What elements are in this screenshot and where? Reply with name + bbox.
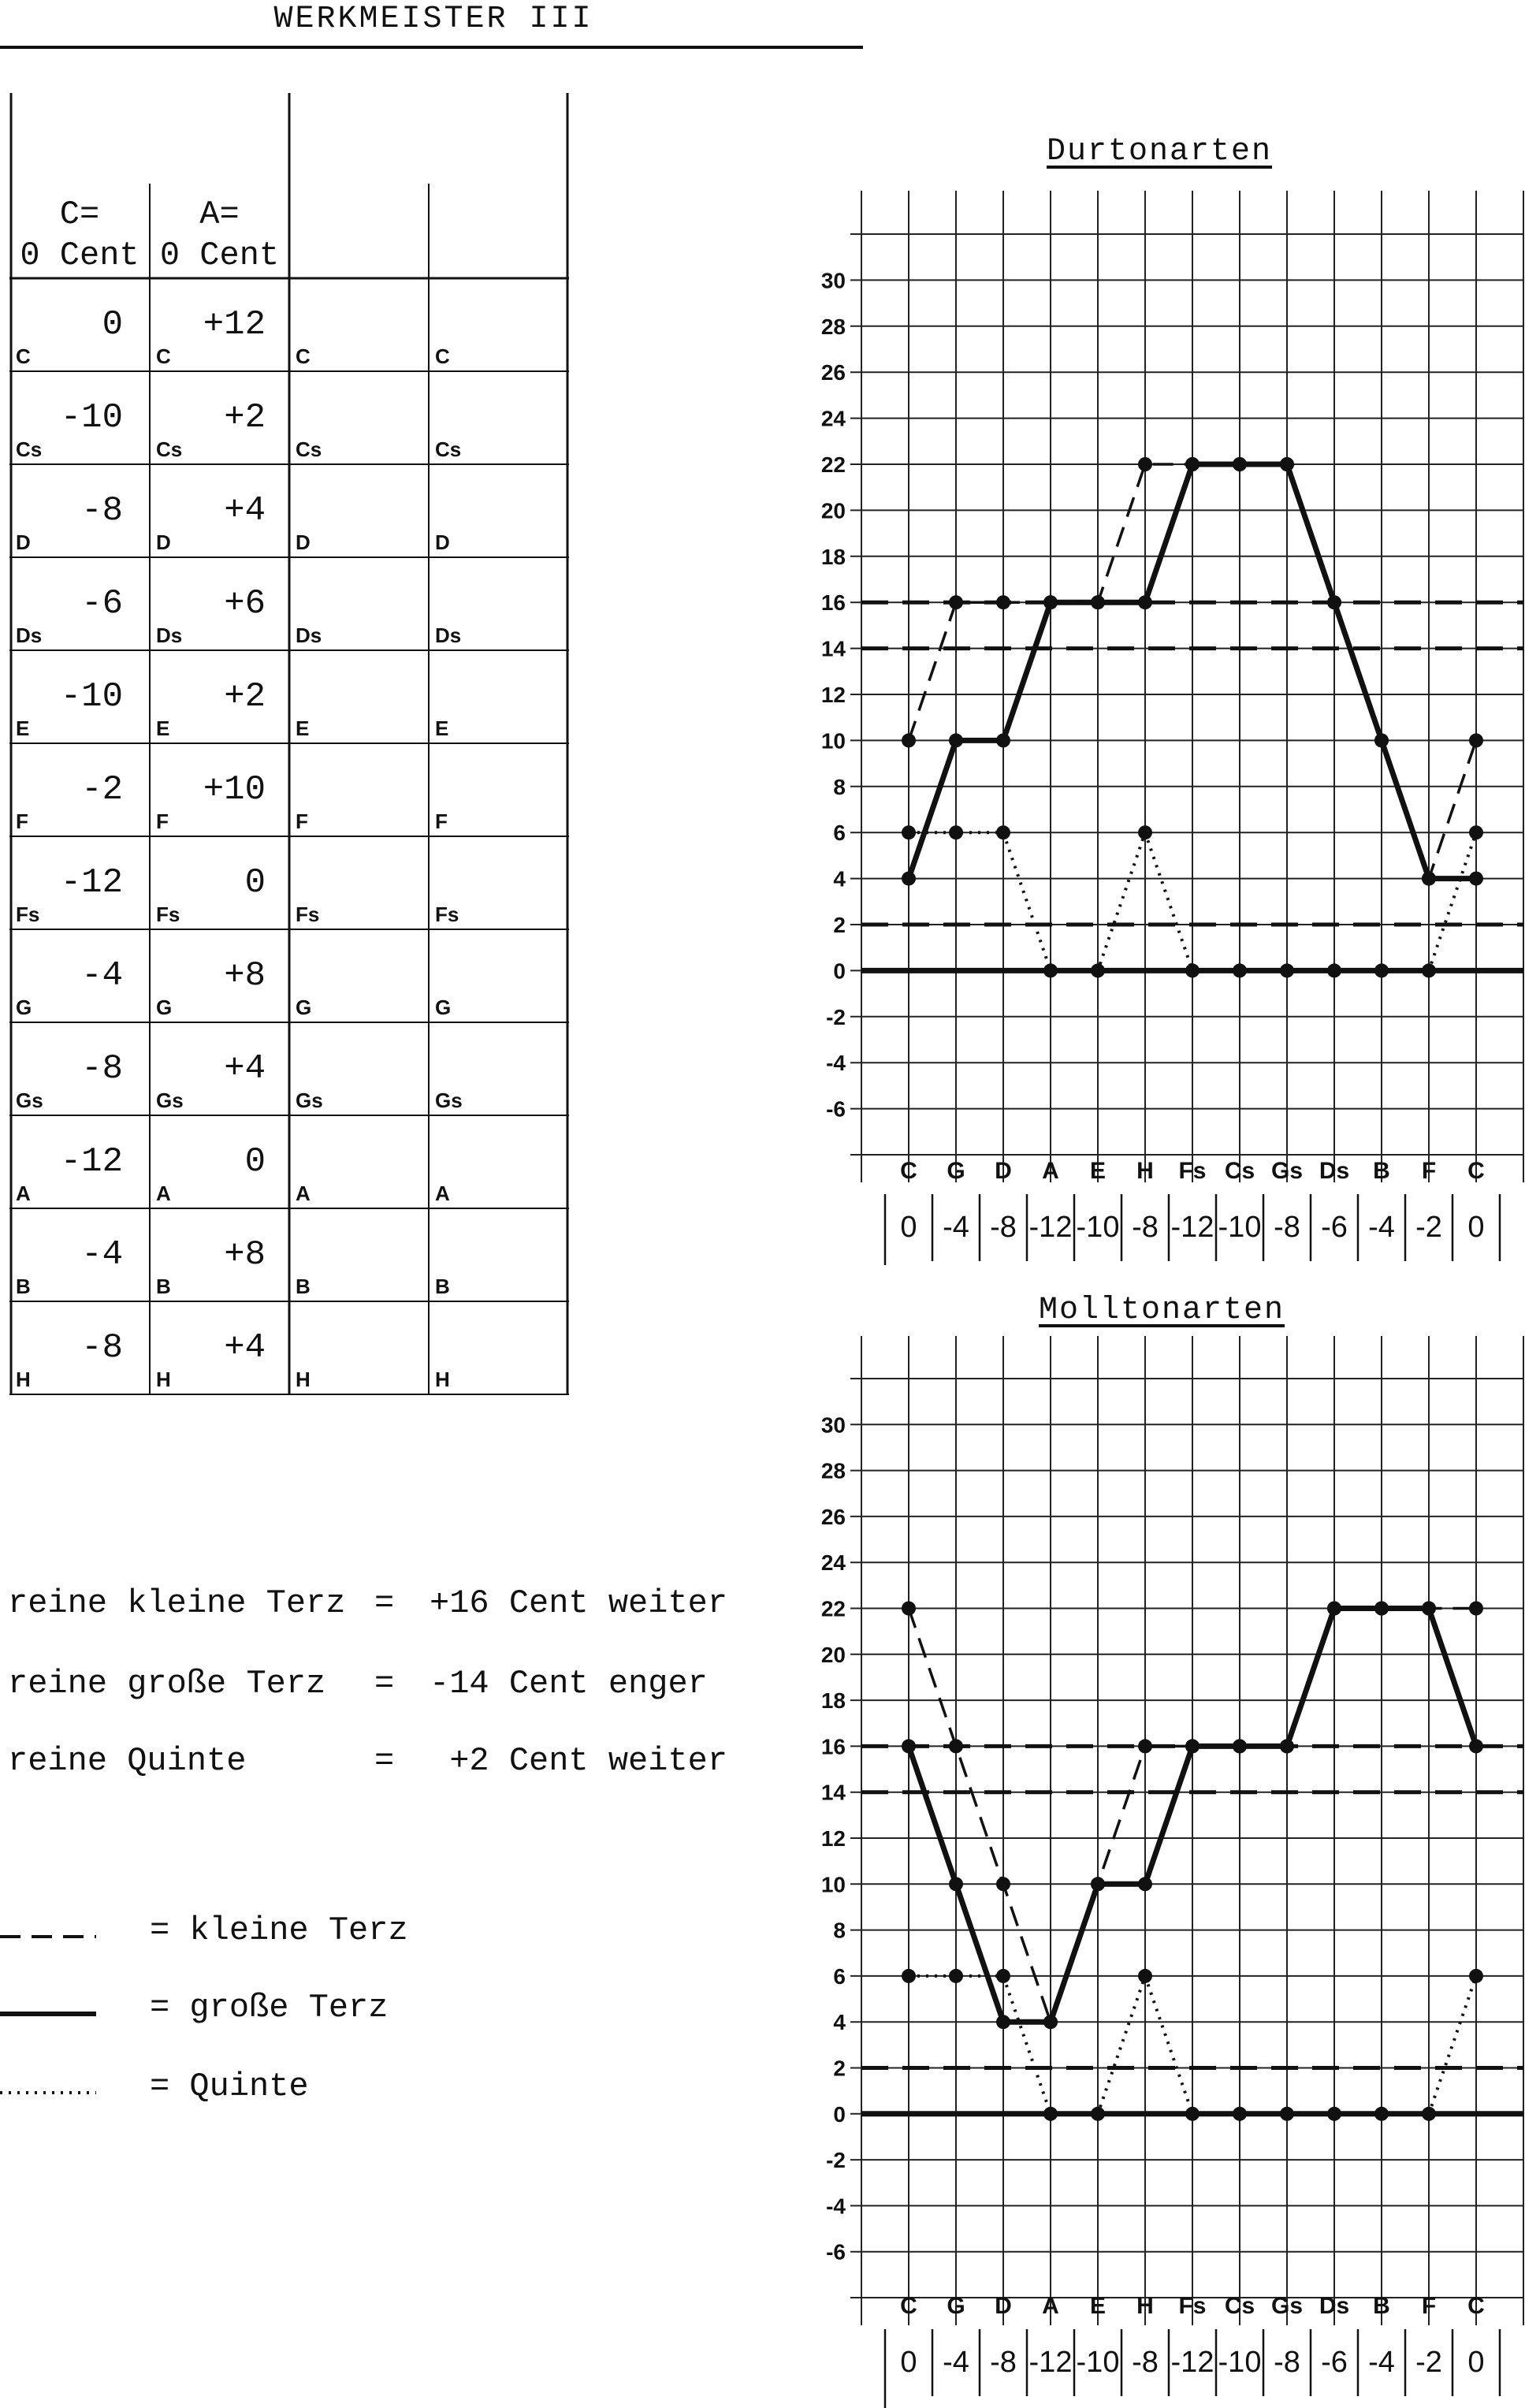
y-tick-label: 18 xyxy=(820,544,846,569)
y-tick-label: 12 xyxy=(820,1826,846,1851)
chart-grid xyxy=(850,191,1523,1182)
deviation-value: -6 xyxy=(1321,2346,1348,2379)
deviation-value: -10 xyxy=(1076,2346,1120,2379)
page-title: WERKMEISTER III xyxy=(273,2,593,37)
interval-fact-eq: = xyxy=(374,1665,395,1703)
y-tick-label: 28 xyxy=(820,1458,846,1483)
table-header-line2: 0 Cent xyxy=(159,236,280,274)
data-point xyxy=(949,1969,963,1983)
data-point xyxy=(1327,963,1341,977)
key-sample-dotted xyxy=(0,2085,102,2101)
x-category-label: H xyxy=(1136,1158,1154,1184)
x-category-label: D xyxy=(995,2293,1012,2319)
data-point xyxy=(1233,2107,1247,2121)
y-tick-label: -6 xyxy=(826,1096,846,1122)
key-label: = Quinte xyxy=(150,2067,309,2105)
table-note-label: B xyxy=(16,1275,31,1298)
data-point xyxy=(1422,2107,1436,2121)
deviation-value: -4 xyxy=(1368,1211,1395,1244)
table-value-c0: -8 xyxy=(81,491,123,530)
table-note-label: Ds xyxy=(156,623,183,647)
table-note-label: D xyxy=(296,530,311,554)
x-category-label: D xyxy=(995,1158,1012,1184)
data-point xyxy=(1138,825,1152,839)
y-tick-label: 6 xyxy=(833,1963,846,1989)
durtonarten-chart xyxy=(780,177,1525,1265)
x-category-label: E xyxy=(1089,2293,1107,2319)
table-note-label: A xyxy=(435,1182,450,1205)
y-tick-label: 20 xyxy=(820,498,846,523)
data-point xyxy=(1280,457,1294,471)
y-tick-label: 16 xyxy=(820,1734,846,1759)
table-value-c0: -10 xyxy=(60,398,123,437)
data-point xyxy=(1138,595,1152,609)
table-note-label: G xyxy=(296,996,312,1019)
data-point xyxy=(1327,1602,1341,1616)
data-point xyxy=(902,1602,916,1616)
y-tick-label: 16 xyxy=(820,590,846,616)
data-point xyxy=(902,1969,916,1983)
deviation-value: -10 xyxy=(1218,1211,1262,1244)
deviation-value: -6 xyxy=(1321,1211,1348,1244)
data-point xyxy=(1469,872,1483,886)
y-tick-label: 4 xyxy=(833,866,846,891)
cents-table xyxy=(9,93,577,1401)
x-category-label: Gs xyxy=(1270,1158,1304,1184)
chart-grid xyxy=(850,1336,1523,2325)
data-point xyxy=(996,595,1010,609)
table-note-label: F xyxy=(16,809,28,833)
interval-fact-label: reine große Terz xyxy=(8,1665,326,1703)
y-tick-label: 26 xyxy=(820,1504,846,1529)
y-tick-label: -2 xyxy=(826,1004,846,1029)
y-tick-label: 10 xyxy=(820,1872,846,1897)
table-note-label: H xyxy=(296,1368,311,1391)
y-tick-label: 28 xyxy=(820,314,846,339)
table-note-label: D xyxy=(156,530,171,554)
deviation-value: -8 xyxy=(990,1211,1017,1244)
data-point xyxy=(1469,1969,1483,1983)
x-category-label: B xyxy=(1373,1158,1390,1184)
data-point xyxy=(1422,963,1436,977)
table-note-label: Cs xyxy=(16,437,43,461)
deviation-value: -4 xyxy=(943,2346,969,2379)
data-point xyxy=(1233,963,1247,977)
table-note-label: Cs xyxy=(435,437,462,461)
y-tick-label: 2 xyxy=(833,2056,846,2081)
x-category-label: Fs xyxy=(1178,2293,1207,2319)
deviation-value: -10 xyxy=(1076,1211,1120,1244)
table-note-label: C xyxy=(156,344,171,368)
deviation-value: 0 xyxy=(1467,2346,1485,2379)
table-note-label: B xyxy=(435,1275,450,1298)
x-category-label: H xyxy=(1136,2293,1154,2319)
deviation-value: -4 xyxy=(1368,2346,1395,2379)
data-point xyxy=(1374,963,1389,977)
data-point xyxy=(996,1877,1010,1891)
data-point xyxy=(949,825,963,839)
table-note-label: B xyxy=(156,1275,171,1298)
data-point xyxy=(949,733,963,747)
table-note-label: D xyxy=(16,530,31,554)
data-point xyxy=(1469,1602,1483,1616)
data-point xyxy=(902,733,916,747)
interval-fact-label: reine kleine Terz xyxy=(8,1584,346,1622)
key-label: = große Terz xyxy=(150,1989,389,2027)
data-point xyxy=(996,825,1010,839)
deviation-value: -4 xyxy=(943,1211,969,1244)
interval-fact-eq: = xyxy=(374,1584,395,1622)
table-note-label: Gs xyxy=(435,1089,463,1112)
table-value-c0: -4 xyxy=(81,956,123,996)
data-point xyxy=(996,1969,1010,1983)
x-category-label: F xyxy=(1421,2293,1437,2319)
x-category-label: Ds xyxy=(1319,1158,1350,1184)
table-note-label: Cs xyxy=(296,437,322,461)
table-note-label: Ds xyxy=(16,623,43,647)
data-point xyxy=(1043,963,1058,977)
table-value-c0: -12 xyxy=(60,1142,123,1182)
y-tick-label: 12 xyxy=(820,683,846,707)
data-point xyxy=(1327,2107,1341,2121)
x-category-label: Cs xyxy=(1224,1158,1255,1184)
y-tick-label: 8 xyxy=(833,774,846,799)
y-tick-label: 22 xyxy=(820,1596,846,1621)
table-note-label: E xyxy=(435,716,449,740)
table-value-a0: +2 xyxy=(224,677,266,716)
data-point xyxy=(949,1877,963,1891)
key-sample-dashed xyxy=(0,1929,102,1945)
x-category-label: F xyxy=(1421,1158,1437,1184)
y-tick-label: 8 xyxy=(833,1918,846,1943)
data-point xyxy=(996,733,1010,747)
table-value-a0: +2 xyxy=(224,398,266,437)
data-point xyxy=(1469,733,1483,747)
table-value-a0: +12 xyxy=(203,305,266,344)
y-tick-label: -4 xyxy=(826,2194,846,2219)
y-tick-label: 2 xyxy=(833,913,846,937)
data-point xyxy=(1043,2015,1058,2029)
table-note-label: C xyxy=(296,344,311,368)
table-note-label: H xyxy=(435,1368,450,1391)
y-tick-label: -2 xyxy=(826,2148,846,2173)
table-note-label: Ds xyxy=(435,623,462,647)
data-point xyxy=(1374,2107,1389,2121)
table-value-c0: -12 xyxy=(60,863,123,903)
x-category-label: Fs xyxy=(1178,1158,1207,1184)
table-note-label: B xyxy=(296,1275,311,1298)
table-note-label: A xyxy=(296,1182,311,1205)
data-point xyxy=(1280,2107,1294,2121)
key-label: = kleine Terz xyxy=(150,1911,408,1949)
y-tick-label: 26 xyxy=(820,360,846,385)
deviation-value: -8 xyxy=(1274,1211,1300,1244)
x-category-label: C xyxy=(1467,2293,1485,2319)
data-point xyxy=(1091,963,1105,977)
table-value-a0: +8 xyxy=(224,1235,266,1275)
table-header-line1: A= xyxy=(199,195,240,233)
deviation-value: -8 xyxy=(990,2346,1017,2379)
x-category-label: C xyxy=(900,1158,917,1184)
y-tick-label: 0 xyxy=(833,2101,846,2127)
table-note-label: Fs xyxy=(435,903,459,926)
table-note-label: G xyxy=(16,996,32,1019)
y-tick-label: 30 xyxy=(820,1412,846,1438)
deviation-value: -10 xyxy=(1218,2346,1262,2379)
x-category-label: Ds xyxy=(1319,2293,1350,2319)
table-value-a0: +4 xyxy=(224,1328,266,1368)
table-value-c0: -6 xyxy=(81,584,123,623)
table-value-a0: +6 xyxy=(224,584,266,623)
table-note-label: E xyxy=(156,716,170,740)
data-point xyxy=(1422,872,1436,886)
data-point xyxy=(1327,595,1341,609)
deviation-value: -12 xyxy=(1170,2346,1214,2379)
data-point xyxy=(1043,2107,1058,2121)
cents-table-grid xyxy=(9,93,577,1401)
y-tick-label: 24 xyxy=(820,1550,846,1576)
table-note-label: Fs xyxy=(156,903,180,926)
x-category-label: A xyxy=(1042,1158,1059,1184)
data-point xyxy=(1138,457,1152,471)
table-note-label: F xyxy=(156,809,169,833)
table-header-line1: C= xyxy=(59,195,100,233)
table-value-c0: -10 xyxy=(60,677,123,716)
table-value-c0: -8 xyxy=(81,1328,123,1368)
table-note-label: H xyxy=(156,1368,171,1391)
data-point xyxy=(1469,1739,1483,1753)
table-value-a0: 0 xyxy=(244,1142,266,1182)
data-point xyxy=(902,872,916,886)
deviation-value: -2 xyxy=(1415,1211,1442,1244)
data-point xyxy=(1233,1739,1247,1753)
table-value-c0: 0 xyxy=(102,305,123,344)
x-category-label: C xyxy=(900,2293,917,2319)
y-tick-label: 10 xyxy=(820,728,846,754)
data-point xyxy=(996,2015,1010,2029)
y-tick-label: 14 xyxy=(820,1780,846,1805)
data-point xyxy=(1185,1739,1200,1753)
table-header-line2: 0 Cent xyxy=(20,236,139,274)
data-point xyxy=(1091,1877,1105,1891)
y-tick-label: -4 xyxy=(826,1051,846,1076)
table-note-label: C xyxy=(16,344,31,368)
table-note-label: Cs xyxy=(156,437,183,461)
table-value-c0: -4 xyxy=(81,1235,123,1275)
table-note-label: D xyxy=(435,530,450,554)
deviation-value: -12 xyxy=(1028,1211,1073,1244)
deviation-value: 0 xyxy=(900,2346,917,2379)
data-point xyxy=(1091,595,1105,609)
data-point xyxy=(1185,2107,1200,2121)
interval-fact-eq: = xyxy=(374,1742,395,1780)
y-tick-label: 24 xyxy=(820,406,846,431)
y-tick-label: 0 xyxy=(833,958,846,984)
data-point xyxy=(1280,963,1294,977)
data-point xyxy=(1138,1877,1152,1891)
table-note-label: H xyxy=(16,1368,31,1391)
table-value-a0: 0 xyxy=(244,863,266,903)
data-point xyxy=(902,1739,916,1753)
table-note-label: G xyxy=(435,996,452,1019)
data-point xyxy=(1374,733,1389,747)
key-sample-solid xyxy=(0,2006,102,2022)
deviation-value: -12 xyxy=(1028,2346,1073,2379)
molltonarten-chart xyxy=(780,1336,1525,2408)
data-point xyxy=(1469,825,1483,839)
table-note-label: A xyxy=(156,1182,171,1205)
table-note-label: Fs xyxy=(16,903,40,926)
deviation-value: -12 xyxy=(1170,1211,1214,1244)
deviation-value: 0 xyxy=(1467,1211,1485,1244)
y-tick-label: 6 xyxy=(833,821,846,846)
y-tick-label: 22 xyxy=(820,452,846,477)
x-category-label: B xyxy=(1373,2293,1390,2319)
table-note-label: Gs xyxy=(156,1089,184,1112)
deviation-value: 0 xyxy=(900,1211,917,1244)
x-category-label: Gs xyxy=(1270,2293,1304,2319)
y-tick-label: 18 xyxy=(820,1688,846,1714)
table-note-label: Fs xyxy=(296,903,320,926)
y-tick-label: -6 xyxy=(826,2239,846,2265)
table-note-label: E xyxy=(296,716,310,740)
interval-fact-value: +16 Cent weiter xyxy=(430,1584,728,1622)
chart-title-molltonarten: Molltonarten xyxy=(1039,1293,1285,1328)
interval-fact-value: +2 Cent weiter xyxy=(430,1742,728,1780)
table-note-label: A xyxy=(16,1182,31,1205)
deviation-value: -8 xyxy=(1132,2346,1159,2379)
data-point xyxy=(1091,2107,1105,2121)
table-value-c0: -2 xyxy=(81,770,123,809)
table-note-label: Gs xyxy=(296,1089,323,1112)
interval-fact-value: -14 Cent enger xyxy=(430,1665,708,1703)
deviation-value: -8 xyxy=(1132,1211,1159,1244)
data-point xyxy=(1374,1602,1389,1616)
interval-fact-label: reine Quinte xyxy=(8,1742,247,1780)
table-value-a0: +4 xyxy=(224,1049,266,1089)
table-value-a0: +4 xyxy=(224,491,266,530)
x-category-label: G xyxy=(947,2293,965,2319)
table-value-a0: +8 xyxy=(224,956,266,996)
data-point xyxy=(1185,963,1200,977)
title-underline xyxy=(0,46,863,49)
x-category-label: C xyxy=(1467,1158,1485,1184)
table-note-label: E xyxy=(16,716,30,740)
table-value-c0: -8 xyxy=(81,1049,123,1089)
data-point xyxy=(1138,1969,1152,1983)
table-note-label: G xyxy=(156,996,173,1019)
y-tick-label: 30 xyxy=(820,268,846,293)
table-note-label: F xyxy=(296,809,308,833)
table-note-label: F xyxy=(435,809,448,833)
table-note-label: Ds xyxy=(296,623,322,647)
y-tick-label: 20 xyxy=(820,1642,846,1667)
table-value-a0: +10 xyxy=(203,770,266,809)
deviation-value: -8 xyxy=(1274,2346,1300,2379)
chart-title-durtonarten: Durtonarten xyxy=(1047,134,1273,169)
x-category-label: E xyxy=(1089,1158,1107,1184)
data-point xyxy=(1043,595,1058,609)
data-point xyxy=(1233,457,1247,471)
table-note-label: C xyxy=(435,344,450,368)
data-point xyxy=(902,825,916,839)
x-category-label: A xyxy=(1042,2293,1059,2319)
data-point xyxy=(1422,1602,1436,1616)
y-tick-label: 4 xyxy=(833,2010,846,2035)
x-category-label: G xyxy=(947,1158,965,1184)
data-point xyxy=(1280,1739,1294,1753)
data-point xyxy=(949,595,963,609)
data-point xyxy=(1185,457,1200,471)
data-point xyxy=(1138,1739,1152,1753)
deviation-value: -2 xyxy=(1415,2346,1442,2379)
table-note-label: Gs xyxy=(16,1089,43,1112)
y-tick-label: 14 xyxy=(820,636,846,661)
data-point xyxy=(949,1739,963,1753)
x-category-label: Cs xyxy=(1224,2293,1255,2319)
